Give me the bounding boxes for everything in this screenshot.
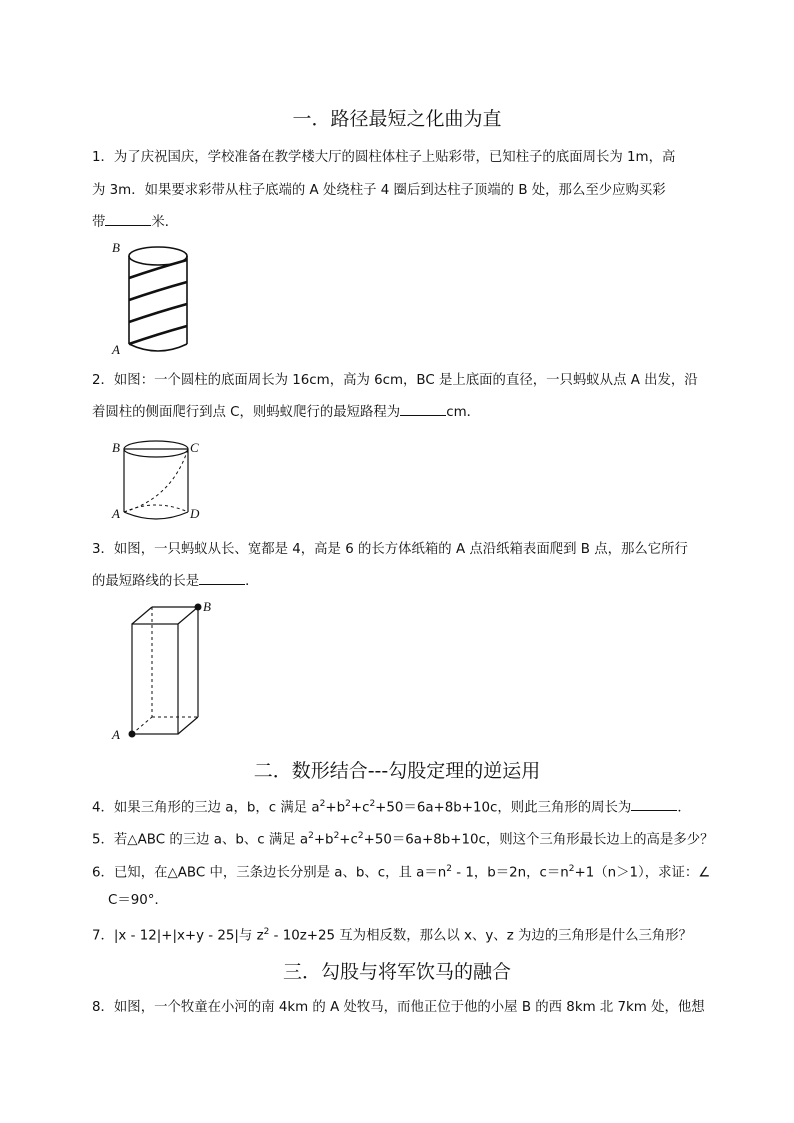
exponent: 2 [263, 927, 270, 937]
section-heading-3: 三．勾股与将军饮马的融合 [282, 961, 511, 983]
question-2-line-2 [92, 398, 704, 427]
question-8-line-1: 8．如图，一个牧童在小河的南 4km 的 A 处牧马，而他正位于他的小屋 B 的西 8km 北 7km 处，他想 [92, 1000, 705, 1015]
question-5 [92, 822, 714, 854]
exponent: 2 [568, 864, 575, 874]
label-c: C [190, 440, 199, 455]
question-6-line-2: C＝90°． [108, 893, 168, 908]
figure-cylinder-ribbon [108, 238, 198, 362]
question-1-line-1: 1．为了庆祝国庆，学校准备在教学楼大厅的圆柱体柱子上贴彩带，已知柱子的底面周长为 1m，高 [92, 150, 676, 165]
question-6-text-c: +1（n＞1），求证：∠ [574, 865, 711, 881]
question-4-text-d: +50＝6a+8b+10c，则此三角形的周长为 [375, 800, 632, 816]
figure-cylinder-path [106, 436, 216, 526]
question-2-text-post: cm． [446, 405, 480, 420]
question-6-text-a: 6．已知，在△ABC 中，三条边长分别是 a、b、c，且 a＝n [92, 865, 447, 881]
section-heading-2: 二．数形结合---勾股定理的逆运用 [253, 760, 541, 782]
exponent: 2 [319, 799, 326, 809]
question-2-text-pre: 着圆柱的侧面爬行到点 C，则蚂蚁爬行的最短路程为 [92, 405, 401, 420]
point-b [195, 604, 202, 611]
question-4-text-b: +b [325, 800, 346, 816]
question-1-text-post: 米． [151, 215, 179, 230]
label-d: D [190, 506, 200, 521]
answer-blank-2 [400, 403, 446, 416]
answer-blank-1 [105, 213, 151, 226]
exponent: 2 [308, 831, 314, 841]
question-4 [92, 790, 704, 822]
exponent: 2 [446, 864, 452, 874]
question-1-line-3 [92, 208, 704, 237]
question-6-line-1 [92, 855, 711, 887]
answer-blank-4 [631, 798, 677, 811]
question-7-text-a: 7．|x - 12|+|x+y - 25|与 z [92, 928, 264, 944]
question-1-line-2: 为 3m．如果要求彩带从柱子底端的 A 处绕柱子 4 圈后到达柱子顶端的 B 处，那么至少应购买彩 [92, 183, 666, 198]
question-6-text-b: - 1，b＝2n，c＝n [451, 865, 569, 881]
figure-cuboid [108, 596, 218, 744]
label-a: A [112, 727, 120, 742]
label-a: A [112, 506, 120, 521]
question-4-text-e: ． [677, 800, 691, 816]
exponent: 2 [333, 831, 340, 841]
label-b: B [112, 440, 120, 455]
answer-blank-3 [199, 572, 245, 585]
question-5-text-d: +50＝6a+8b+10c，则这个三角形最长边上的高是多少？ [363, 832, 714, 848]
question-1-text-pre: 带 [92, 215, 106, 230]
label-a: A [112, 342, 120, 357]
question-5-text-b: +b [313, 832, 334, 848]
question-4-text-c: +c [350, 800, 370, 816]
label-b: B [112, 240, 120, 255]
question-2-line-1: 2．如图：一个圆柱的底面周长为 16cm，高为 6cm，BC 是上底面的直径，一只蚂蚁从点 A 出发，沿 [92, 373, 698, 388]
exponent: 2 [345, 799, 351, 809]
question-5-text-c: +c [339, 832, 358, 848]
question-3-text-pre: 的最短路线的长是 [92, 574, 200, 589]
question-3-line-1: 3．如图，一只蚂蚁从长、宽都是 4，高是 6 的长方体纸箱的 A 点沿纸箱表面爬到 B 点，那么它所行 [92, 542, 688, 557]
label-b: B [203, 599, 211, 614]
question-7 [92, 918, 704, 950]
question-4-text-a: 4．如果三角形的三边 a，b，c 满足 a [92, 800, 320, 816]
question-7-text-b: - 10z+25 互为相反数，那么以 x、y、z 为边的三角形是什么三角形？ [269, 928, 693, 944]
exponent: 2 [369, 799, 376, 809]
question-3-line-2 [92, 567, 704, 596]
question-3-text-post: ． [245, 574, 259, 589]
exponent: 2 [357, 831, 364, 841]
question-5-text-a: 5．若△ABC 的三边 a、b、c 满足 a [92, 832, 309, 848]
point-a [129, 731, 136, 738]
section-heading-1: 一．路径最短之化曲为直 [292, 108, 502, 130]
